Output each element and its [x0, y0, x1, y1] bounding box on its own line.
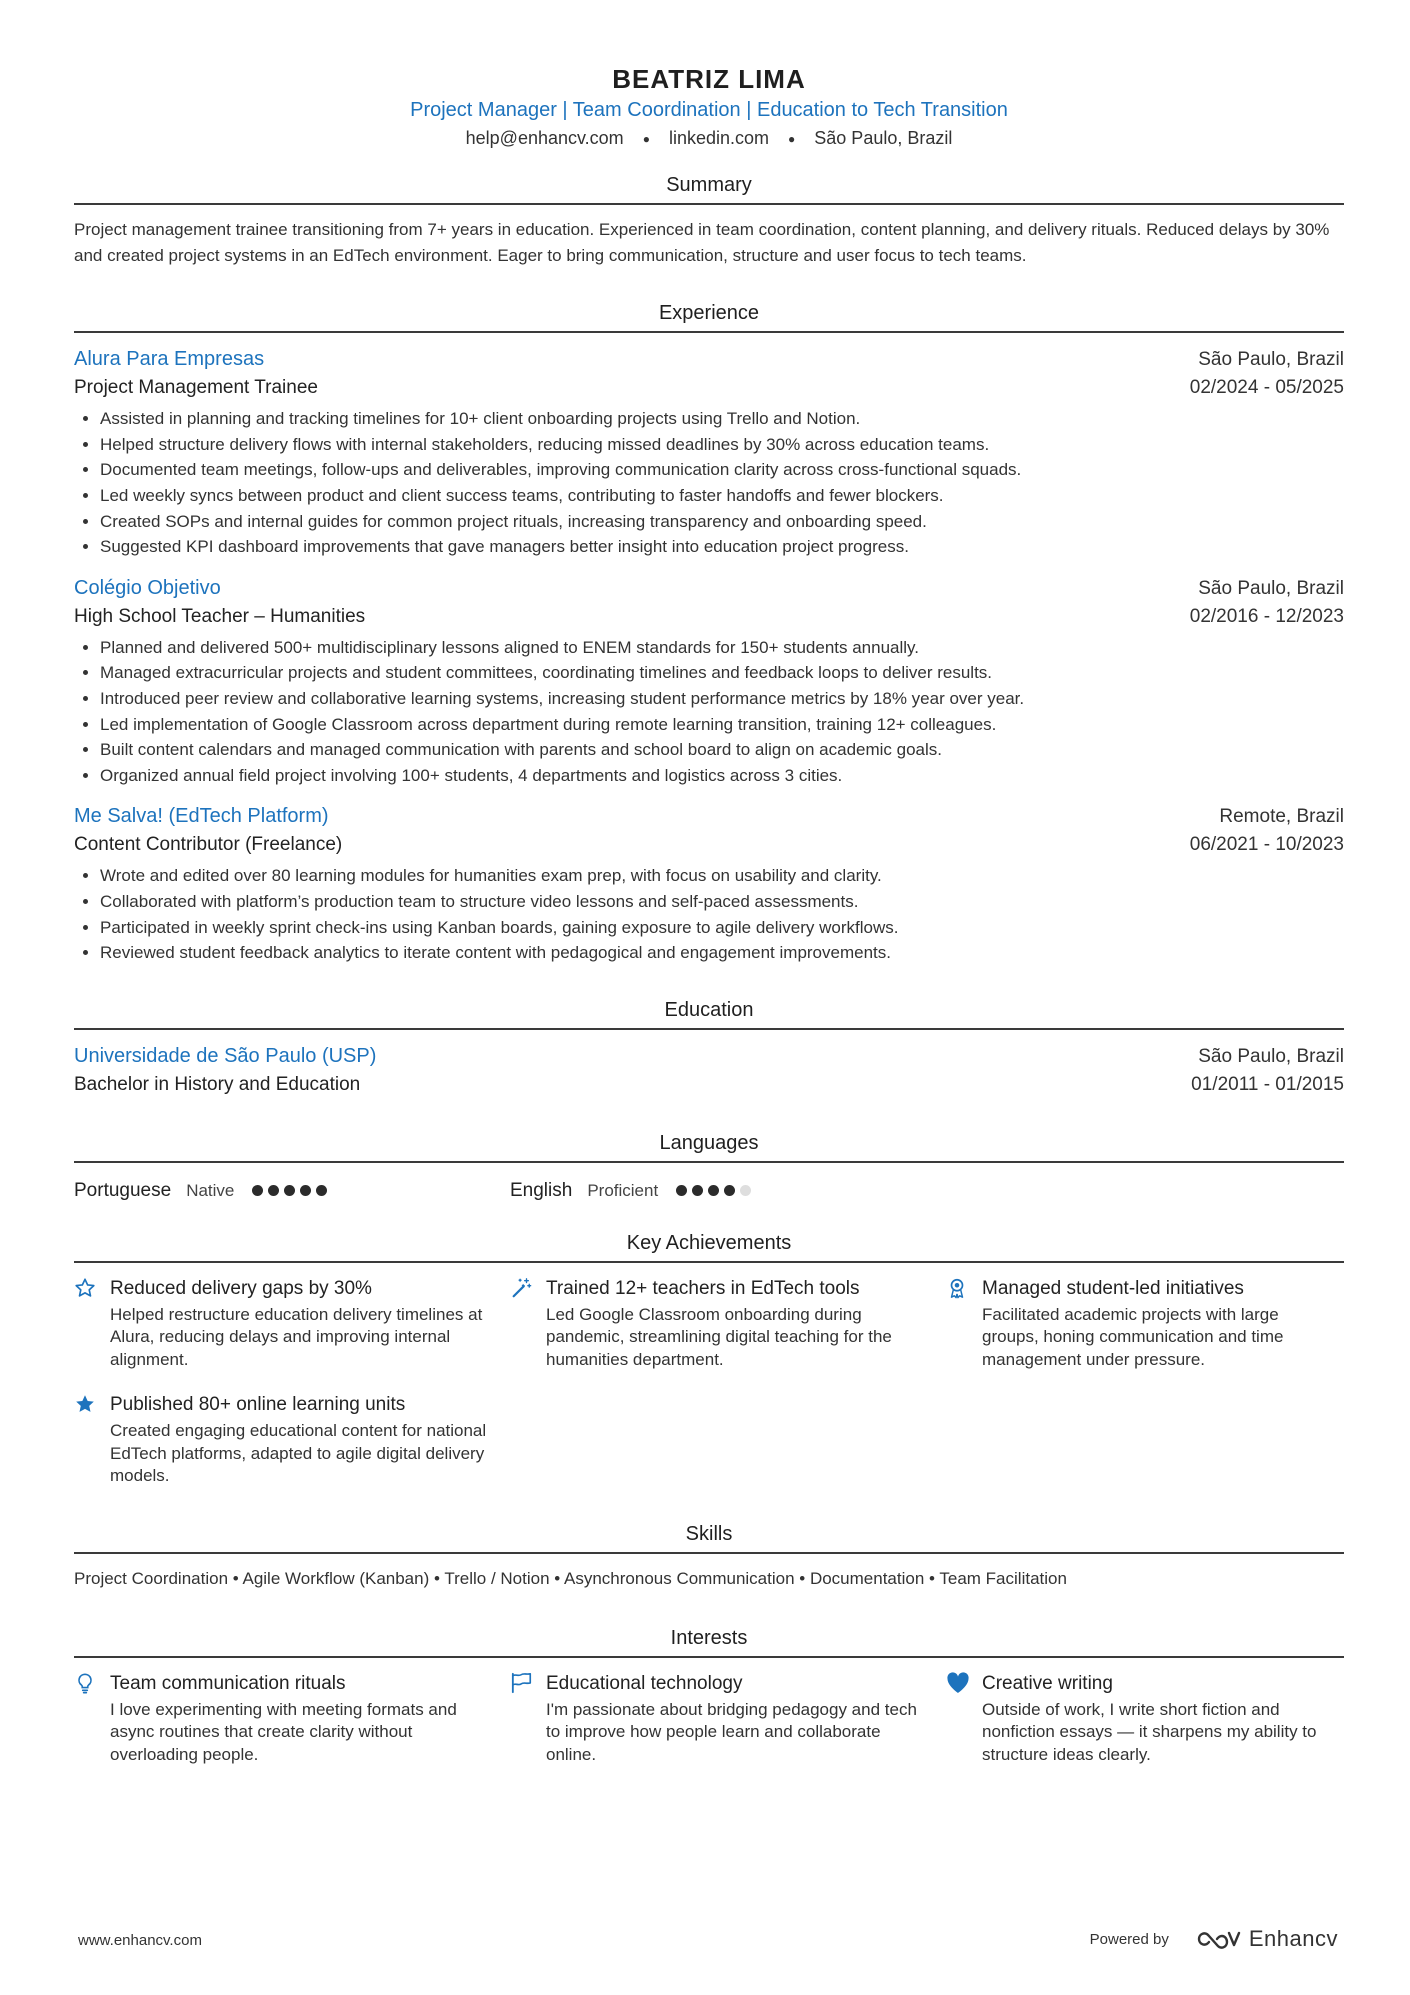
- star-outline-icon: [74, 1277, 96, 1299]
- section-title: Summary: [74, 171, 1344, 205]
- achievement-desc: Led Google Classroom onboarding during pandemic, streamlining digital teaching for the humanities department.: [546, 1304, 892, 1369]
- job-role: Content Contributor (Freelance): [74, 834, 343, 856]
- entry-dates: 02/2016 - 12/2023: [1189, 605, 1344, 627]
- achievement-desc: Facilitated academic projects with large groups, honing communication and time management under pressure.: [982, 1304, 1284, 1369]
- interest-title: Creative writing: [982, 1672, 1113, 1694]
- experience-entry: [74, 574, 1344, 789]
- entry-location: São Paulo, Brazil: [1198, 349, 1344, 371]
- contact-linkedin[interactable]: linkedin.com: [668, 128, 769, 148]
- bullet-item: • Organized annual field project involving 100+ students, 4 departments and logistics across 3 cities.: [100, 763, 1344, 789]
- language-item: [510, 1180, 946, 1202]
- entry-dates: 02/2024 - 05/2025: [1189, 377, 1344, 399]
- interest-desc: Outside of work, I write short fiction and nonfiction essays — it sharpens my ability to structure ideas clearly.: [982, 1699, 1317, 1764]
- heart-icon: [946, 1672, 970, 1694]
- interest-item: [946, 1670, 1344, 1767]
- section-title: Skills: [74, 1520, 1344, 1554]
- bullet-item: • Collaborated with platform’s production team to structure video lessons and self-paced assessments.: [100, 889, 1344, 915]
- page-footer: [0, 1924, 1410, 1956]
- entry-dates: 01/2011 - 01/2015: [1191, 1073, 1344, 1095]
- powered-by: [1090, 1926, 1338, 1952]
- company-name[interactable]: Colégio Objetivo: [74, 576, 221, 599]
- achievement-item: [74, 1391, 510, 1488]
- bullet-list: [74, 406, 1344, 560]
- interest-desc: I'm passionate about bridging pedagogy and tech to improve how people learn and collaborate online.: [546, 1699, 917, 1764]
- achievement-desc: Created engaging educational content for national EdTech platforms, adapted to agile digital delivery models.: [110, 1421, 487, 1486]
- company-name[interactable]: Me Salva! (EdTech Platform): [74, 805, 329, 828]
- proficiency-dot-filled: [316, 1185, 327, 1196]
- separator-dot: ●: [788, 132, 796, 147]
- achievements-section: [74, 1229, 1344, 1488]
- interest-desc: I love experimenting with meeting formats and async routines that create clarity without overloading people.: [110, 1699, 457, 1764]
- achievement-desc: Helped restructure education delivery timelines at Alura, reducing delays and improving internal alignment.: [110, 1304, 483, 1369]
- interest-title: Educational technology: [546, 1672, 743, 1694]
- resume-page: [74, 62, 1344, 1766]
- company-name[interactable]: Alura Para Empresas: [74, 348, 265, 371]
- footer-website[interactable]: www.enhancv.com: [78, 1932, 202, 1949]
- achievement-title: Trained 12+ teachers in EdTech tools: [546, 1277, 860, 1299]
- proficiency-dots: [676, 1180, 756, 1202]
- interest-item: [510, 1670, 946, 1767]
- proficiency-dots: [252, 1180, 332, 1202]
- proficiency-dot-filled: [284, 1185, 295, 1196]
- section-title: Education: [74, 996, 1344, 1030]
- education-section: [74, 996, 1344, 1099]
- bullet-list: [74, 863, 1344, 965]
- enhancv-logo-icon: [1195, 1927, 1241, 1951]
- interest-item: [74, 1670, 510, 1767]
- language-level: Native: [186, 1180, 235, 1200]
- skills-section: [74, 1520, 1344, 1592]
- bullet-item: • Wrote and edited over 80 learning modules for humanities exam prep, with focus on usability and clarity.: [100, 863, 1344, 889]
- entry-dates: 06/2021 - 10/2023: [1189, 834, 1344, 856]
- experience-section: [74, 299, 1344, 966]
- contact-line: [74, 126, 1344, 151]
- bullet-item: • Managed extracurricular projects and student committees, coordinating timelines and feedback loops to deliver results.: [100, 660, 1344, 686]
- achievement-item: [74, 1275, 510, 1372]
- bullet-item: • Created SOPs and internal guides for common project rituals, increasing transparency and onboarding speed.: [100, 509, 1344, 535]
- interest-title: Team communication rituals: [110, 1672, 346, 1694]
- experience-entry: [74, 345, 1344, 560]
- proficiency-dot-filled: [724, 1185, 735, 1196]
- section-title: Experience: [74, 299, 1344, 333]
- bullet-item: • Suggested KPI dashboard improvements that gave managers better insight into education project progress.: [100, 534, 1344, 560]
- degree: Bachelor in History and Education: [74, 1073, 361, 1095]
- bullet-item: • Introduced peer review and collaborative learning systems, increasing student performance metrics by 18% year over year.: [100, 686, 1344, 712]
- achievement-title: Managed student-led initiatives: [982, 1277, 1244, 1299]
- language-name: Portuguese: [74, 1179, 172, 1201]
- proficiency-dot-filled: [692, 1185, 703, 1196]
- language-level: Proficient: [587, 1180, 659, 1200]
- bullet-item: • Led implementation of Google Classroom across department during remote learning transition, training 12+ colleagues.: [100, 712, 1344, 738]
- bullet-item: • Planned and delivered 500+ multidisciplinary lessons aligned to ENEM standards for 150+ students annually.: [100, 635, 1344, 661]
- candidate-tagline: Project Manager | Team Coordination | Education to Tech Transition: [410, 99, 1008, 121]
- bullet-item: • Reviewed student feedback analytics to iterate content with pedagogical and engagement improvements.: [100, 940, 1344, 966]
- proficiency-dot-filled: [708, 1185, 719, 1196]
- star-filled-icon: [74, 1393, 96, 1415]
- achievement-title: Published 80+ online learning units: [110, 1394, 406, 1416]
- enhancv-brand: Enhancv: [1248, 1926, 1338, 1951]
- magic-wand-icon: [510, 1277, 532, 1299]
- section-title: Key Achievements: [74, 1229, 1344, 1263]
- summary-text: Project management trainee transitioning from 7+ years in education. Experienced in team coordination, content planning, and delivery rituals. Reduced delays by 30% and created project systems in an EdTech environment. Eager to bring communication, structure and user focus to tech teams.: [74, 220, 1330, 266]
- entry-location: São Paulo, Brazil: [1198, 1045, 1344, 1067]
- powered-by-label: Powered by: [1089, 1930, 1169, 1948]
- proficiency-dot-filled: [252, 1185, 263, 1196]
- bullet-item: • Participated in weekly sprint check-ins using Kanban boards, gaining exposure to agile delivery workflows.: [100, 915, 1344, 941]
- contact-location: São Paulo, Brazil: [814, 128, 953, 148]
- bullet-item: • Led weekly syncs between product and client success teams, contributing to faster handoffs and fewer blockers.: [100, 483, 1344, 509]
- section-title: Languages: [74, 1129, 1344, 1163]
- section-title: Interests: [74, 1624, 1344, 1658]
- bullet-item: • Documented team meetings, follow-ups and deliverables, improving communication clarity across cross-functional squads.: [100, 457, 1344, 483]
- entry-location: São Paulo, Brazil: [1198, 577, 1344, 599]
- experience-entry: [74, 802, 1344, 965]
- interests-section: [74, 1624, 1344, 1767]
- skills-list: Project Coordination • Agile Workflow (Kanban) • Trello / Notion • Asynchronous Communication • Documentation • Team Facilitation: [74, 1568, 1067, 1588]
- achievement-title: Reduced delivery gaps by 30%: [110, 1277, 372, 1299]
- flag-icon: [510, 1672, 534, 1694]
- entry-location: Remote, Brazil: [1219, 806, 1344, 828]
- language-name: English: [510, 1179, 573, 1201]
- candidate-name: BEATRIZ LIMA: [612, 64, 806, 94]
- award-ribbon-icon: [946, 1277, 968, 1299]
- contact-email[interactable]: help@enhancv.com: [465, 128, 624, 148]
- bullet-item: • Built content calendars and managed communication with parents and school board to align on academic goals.: [100, 737, 1344, 763]
- separator-dot: ●: [642, 132, 650, 147]
- bullet-item: • Helped structure delivery flows with internal stakeholders, reducing missed deadlines by 30% across education teams.: [100, 432, 1344, 458]
- resume-header: [74, 62, 1344, 151]
- proficiency-dot-empty: [740, 1185, 751, 1196]
- summary-section: [74, 171, 1344, 269]
- proficiency-dot-filled: [676, 1185, 687, 1196]
- job-role: High School Teacher – Humanities: [74, 605, 366, 627]
- school-name[interactable]: Universidade de São Paulo (USP): [74, 1044, 377, 1067]
- proficiency-dot-filled: [300, 1185, 311, 1196]
- achievement-item: [510, 1275, 946, 1372]
- lightbulb-icon: [74, 1672, 96, 1694]
- language-item: [74, 1180, 510, 1202]
- job-role: Project Management Trainee: [74, 377, 318, 399]
- achievement-item: [946, 1275, 1344, 1372]
- languages-section: [74, 1129, 1344, 1207]
- bullet-list: [74, 635, 1344, 789]
- bullet-item: • Assisted in planning and tracking timelines for 10+ client onboarding projects using Trello and Notion.: [100, 406, 1344, 432]
- proficiency-dot-filled: [268, 1185, 279, 1196]
